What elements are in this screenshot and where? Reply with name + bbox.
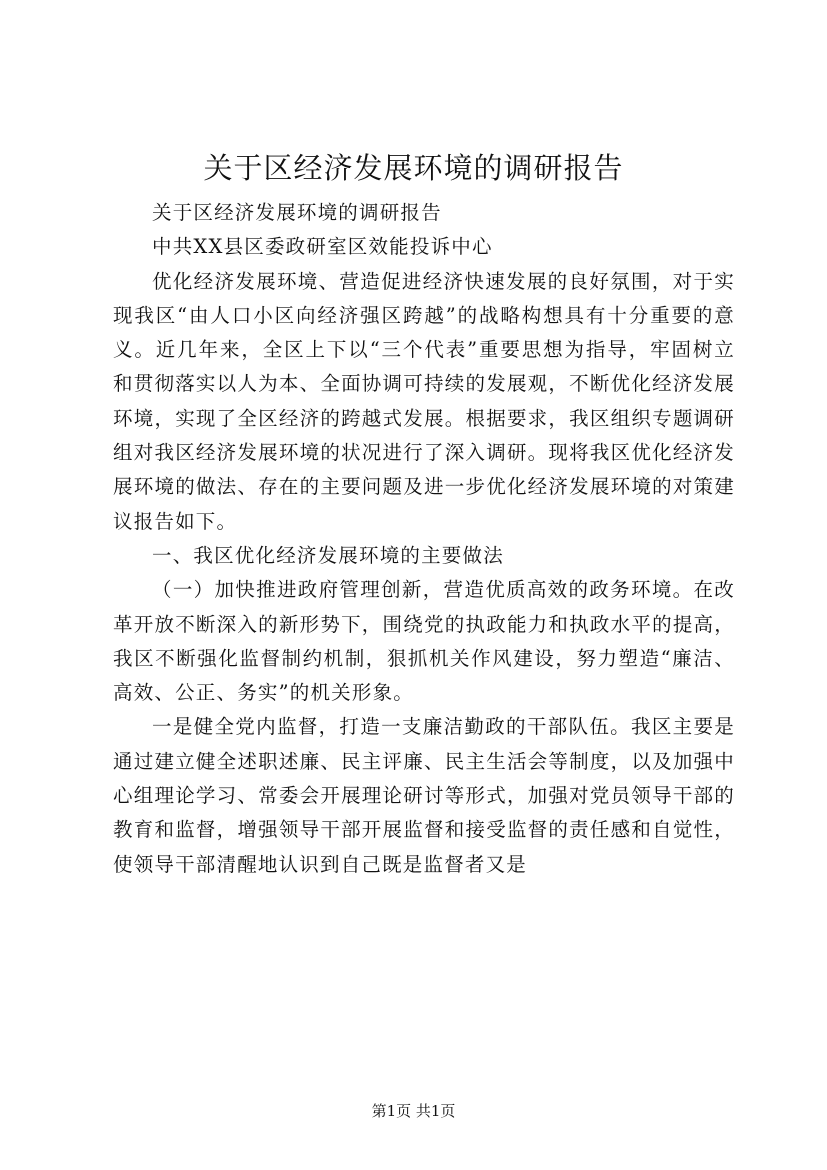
document-title: 关于区经济发展环境的调研报告 bbox=[203, 151, 624, 185]
subtitle-paragraph: 关于区经济发展环境的调研报告 bbox=[152, 201, 442, 224]
intro-paragraph: 优化经济发展环境、营造促进经济快速发展的良好氛围，对于实现我区“由人口小区向经济强区跨越”的战略构想具有十分重要的意义。近几年来，全区上下以“三个代表”重要思想为指导，牢固树立和贯彻落实以人为本、全面协调可持续的发展观，不断优化经济发展环境，实现了全区经济的跨越式发展。根据要求，我区组织专题调研组对我区经济发展环境的状况进行了深入调研。现将我区优化经济发展环境的做法、存在的主要问题及进一步优化经济发展环境的对策建议报告如下。 bbox=[113, 269, 735, 533]
document-body bbox=[113, 196, 735, 882]
subsection-paragraph: （一）加快推进政府管理创新，营造优质高效的政务环境。在改革开放不断深入的新形势下，围绕党的执政能力和执政水平的提高，我区不断强化监督制约机制，狠抓机关作风建设，努力塑造“廉洁、高效、公正、务实”的机关形象。 bbox=[113, 578, 735, 705]
author-paragraph: 中共XX县区委政研室区效能投诉中心 bbox=[152, 235, 493, 259]
section-heading: 一、我区优化经济发展环境的主要做法 bbox=[152, 543, 504, 567]
page-footer: 第1页 共1页 bbox=[371, 1102, 456, 1120]
point-paragraph: 一是健全党内监督，打造一支廉洁勤政的干部队伍。我区主要是通过建立健全述职述廉、民主评廉、民主生活会等制度，以及加强中心组理论学习、常委会开展理论研讨等形式，加强对党员领导干部的教育和监督，增强领导干部开展监督和接受监督的责任感和自觉性，使领导干部清醒地认识到自己既是监督者又是 bbox=[113, 715, 735, 876]
